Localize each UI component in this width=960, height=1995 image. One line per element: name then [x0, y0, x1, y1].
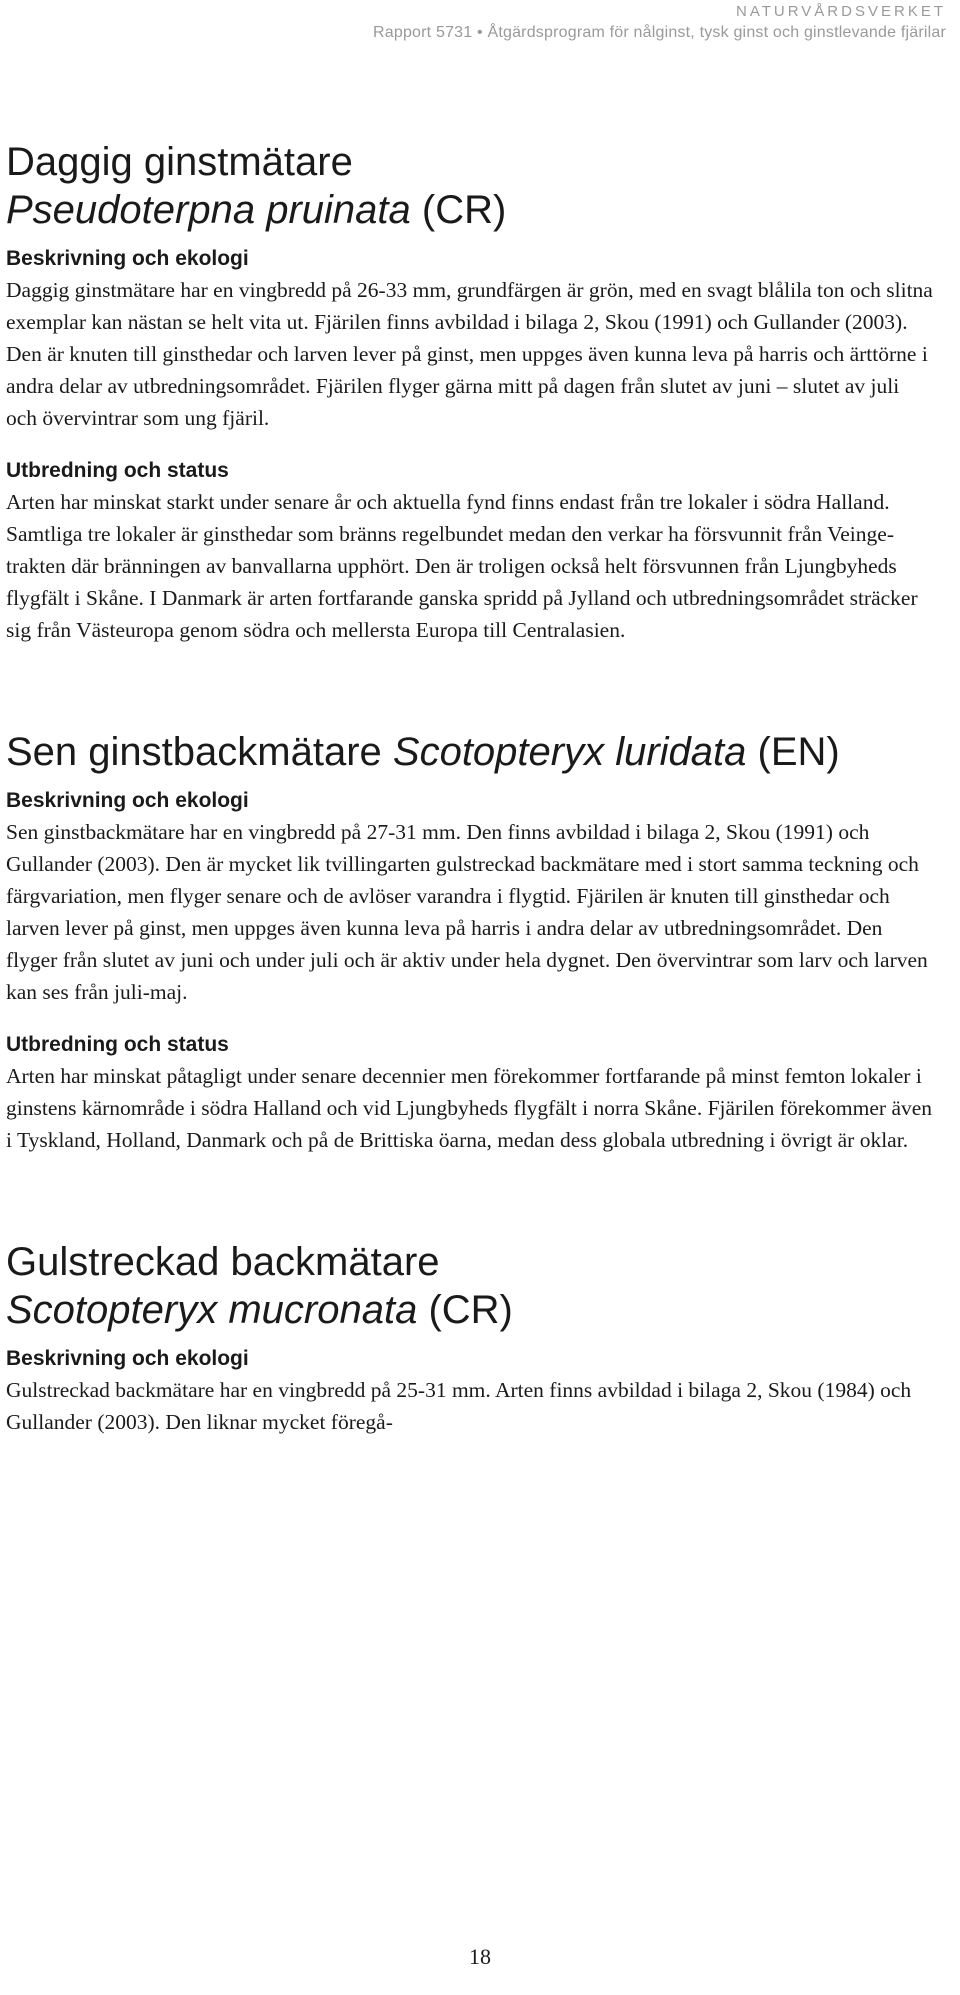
description-text: Gulstreckad backmätare har en vingbredd på 25-31 mm. Arten finns avbildad i bilaga 2, Skou (1984) och Gullander (2003). Den liknar mycket föregå- [6, 1378, 912, 1434]
species-latin-name: Scotopteryx luridata [392, 730, 747, 774]
redlist-status: (CR) [421, 188, 507, 232]
description-text: Sen ginstbackmätare har en vingbredd på 27-31 mm. Den finns avbildad i bilaga 2, Skou (1991) och Gullander (2003). Den är mycket lik tvillingarten gulstreckad backmätare med i stort samma teckning och färgvariation, men flyger senare och de avlöser varandra i flygtid. Fjärilen är knuten till ginsthedar och larven lever på ginst, men uppges även kunna leva på harris i andra delar av utbredningsområdet. Den flyger från slutet av juni och under juli och är aktiv under hela dygnet. Den övervintrar som larv och larven kan ses från juli-maj. [6, 820, 928, 1004]
species-common-name: Daggig ginstmätare [6, 140, 353, 184]
distribution-text: Arten har minskat påtagligt under senare decennier men förekommer fortfarande på minst femton lokaler i ginstens kärnområde i södra Halland och vid Ljungbyheds flygfält i norra Skåne. Fjärilen förekommer även i Tyskland, Holland, Danmark och på de Brittiska öarna, medan dess globala utbredning i övrigt är oklar. [6, 1064, 933, 1152]
page-number: 18 [469, 1944, 491, 1969]
description-heading: Beskrivning och ekologi [6, 789, 249, 812]
species-section-scotopteryx-mucronata [6, 1238, 934, 1438]
species-latin-name: Pseudoterpna pruinata [6, 188, 411, 232]
species-title [6, 1238, 934, 1334]
species-title [6, 728, 934, 776]
redlist-status: (EN) [757, 730, 840, 774]
species-title [6, 138, 934, 234]
report-title: Rapport 5731 • Åtgärdsprogram för nålginst, tysk ginst och ginstlevande fjärilar [373, 24, 946, 41]
species-common-name: Sen ginstbackmätare [6, 730, 382, 774]
description-heading: Beskrivning och ekologi [6, 1347, 249, 1370]
running-header [373, 2, 946, 44]
page-content [6, 138, 934, 1438]
description-text: Daggig ginstmätare har en vingbredd på 26-33 mm, grundfärgen är grön, med en svagt blålila ton och slitna exemplar kan nästan se helt vita ut. Fjärilen finns avbildad i bilaga 2, Skou (1991) och Gullander (2003). Den är knuten till ginsthedar och larven lever på ginst, men uppges även kunna leva på harris och ärttörne i andra delar av utbredningsområdet. Fjärilen flyger gärna mitt på dagen från slutet av juni – slutet av juli och övervintrar som ung fjäril. [6, 278, 933, 430]
species-latin-name: Scotopteryx mucronata [6, 1288, 418, 1332]
distribution-heading: Utbredning och status [6, 1033, 229, 1056]
species-section-pseudoterpna [6, 138, 934, 646]
description-heading: Beskrivning och ekologi [6, 247, 249, 270]
species-section-scotopteryx-luridata [6, 728, 934, 1156]
distribution-heading: Utbredning och status [6, 459, 229, 482]
distribution-text: Arten har minskat starkt under senare år och aktuella fynd finns endast från tre lokaler i södra Halland. Samtliga tre lokaler är ginsthedar som bränns regelbundet medan den verkar ha försvunnit från Veinge-trakten där bränningen av banvallarna upphört. Den är troligen också helt försvunnen från Ljungbyheds flygfält i Skåne. I Danmark är arten fortfarande ganska spridd på Jylland och utbredningsområdet sträcker sig från Västeuropa genom södra och mellersta Europa till Centralasien. [6, 490, 918, 642]
species-common-name: Gulstreckad backmätare [6, 1240, 440, 1284]
publisher-name: NATURVÅRDSVERKET [736, 3, 946, 20]
redlist-status: (CR) [428, 1288, 513, 1332]
